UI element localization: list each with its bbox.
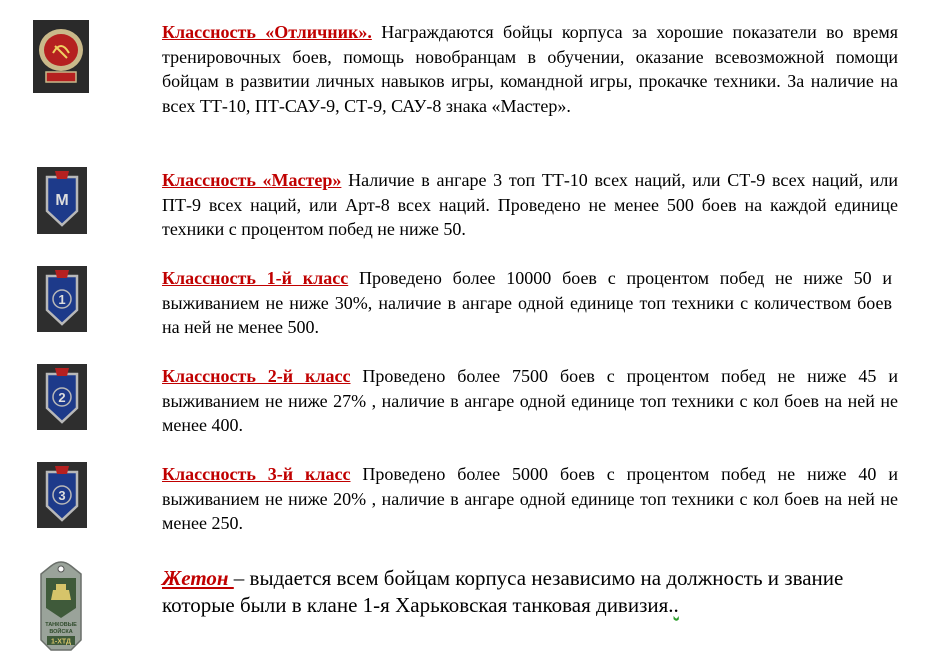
master-badge-letter: М [55,192,69,209]
entry-title: Жетон [162,566,234,590]
entry-title: Классность 3-й класс [162,464,351,484]
master-badge-icon [37,167,87,234]
entry-text: Проведено более 7500 боев с процентом побед не ниже 45 и выживанием не ниже 27% , наличие в ангаре одной единице топ техники с кол боев на ней не менее 400. [162,366,898,435]
entry-master [162,168,898,242]
entry-trailing: . [673,593,679,617]
entry-text: Проведено более 10000 боев с процентом побед не ниже 50 и выживанием не ниже 30%, наличие в ангаре одной единице топ техники с количеством боев на ней не менее 500. [162,268,892,337]
entry-second-class [162,364,898,438]
entry-title: Классность «Отличник». [162,22,372,42]
entry-otlichnik [162,20,898,118]
entry-text: Проведено более 5000 боев с процентом побед не ниже 40 и выживанием не ниже 20% , наличие в ангаре одной единице топ техники с кол боев на ней не менее 250. [162,464,898,533]
entry-token [162,565,902,619]
entry-text: Награждаются бойцы корпуса за хорошие показатели во время тренировочных боев, помощь новобранцам в обучении, оказание всевозможной помощи бойцам в развитии личных навыков игры, командной игры, прокачке техники. За наличие на всех ТТ-10, ПТ-САУ-9, СТ-9, САУ-8 знака «Мастер». [162,22,898,116]
entry-text: – выдается всем бойцам корпуса независимо на должность и звание которые были в клане 1-я Харьковская танковая дивизия. [162,566,844,617]
first-class-badge-icon [37,266,87,332]
second-class-badge-number: 2 [58,390,66,405]
entry-title: Классность 2-й класс [162,366,351,386]
dog-tag-line2: ВОЙСКА [49,629,73,635]
third-class-badge-icon [37,462,87,528]
entry-third-class [162,462,898,536]
entry-title: Классность «Мастер» [162,170,342,190]
dog-tag-line3: 1-ХТД [51,638,71,646]
third-class-badge-number: 3 [58,488,66,503]
first-class-badge-number: 1 [58,292,66,307]
otlichnik-badge-icon [33,20,89,93]
second-class-badge-icon [37,364,87,430]
entry-text: Наличие в ангаре 3 топ ТТ-10 всех наций, или СТ-9 всех наций, или ПТ-9 всех наций, или Арт-8 всех наций. Проведено не менее 500 боев на каждой единице техники с процентом побед не ниже 50. [162,170,899,239]
dog-tag-icon [37,560,85,655]
entry-first-class [162,266,892,340]
entry-title: Классность 1-й класс [162,268,349,288]
dog-tag-line1: ТАНКОВЫЕ [45,622,77,628]
